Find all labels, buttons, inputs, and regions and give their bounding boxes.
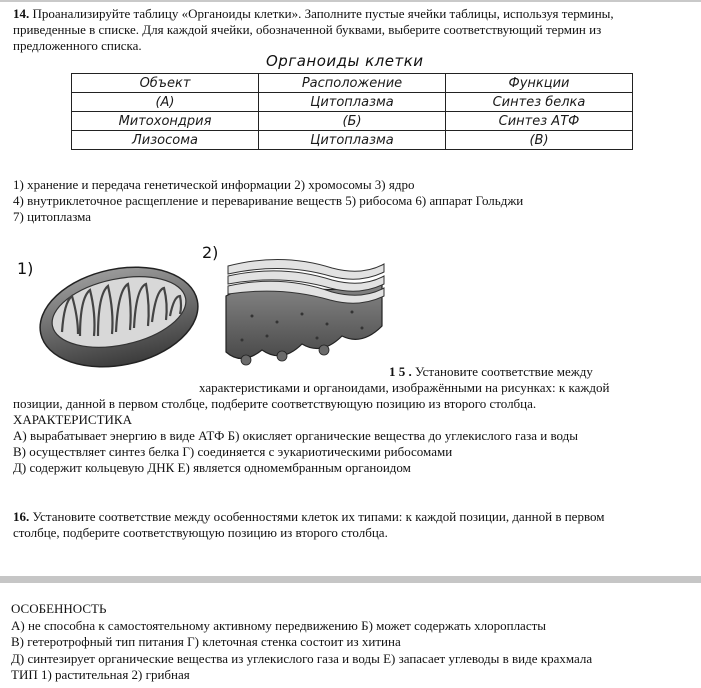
q14-line-2: приведенные в списке. Для каждой ячейки, обозначенной буквами, выберите соответствующий термин из xyxy=(13,22,602,37)
q15-item-c: Д) содержит кольцевую ДНК Е) является одномембранным органоидом xyxy=(13,460,411,475)
q15-line-3: позиции, данной в первом столбце, подберите соответствующую позицию из второго столбца. xyxy=(13,396,537,411)
header-function: Функции xyxy=(446,74,633,93)
figure-1-label: 1) xyxy=(17,259,34,278)
section-divider xyxy=(0,576,701,583)
q14-line-1 xyxy=(13,6,614,22)
q16-number: 16. xyxy=(13,509,30,524)
q15-number: 1 5 . xyxy=(389,364,412,379)
q16-line-1 xyxy=(13,509,604,525)
organoids-table xyxy=(71,73,633,150)
q14-number: 14. xyxy=(13,6,30,21)
figure-2-label: 2) xyxy=(202,243,219,262)
table-cell: Митохондрия xyxy=(72,112,259,131)
mitochondrion-illustration xyxy=(34,262,204,372)
table-row xyxy=(72,112,633,131)
table-cell: (Б) xyxy=(259,112,446,131)
q16-item-d: ТИП 1) растительная 2) грибная xyxy=(11,667,190,682)
table-cell: Цитоплазма xyxy=(259,131,446,150)
table-cell: Синтез белка xyxy=(446,93,633,112)
q15-line-2: характеристиками и органоидами, изображёнными на рисунках: к каждой xyxy=(199,380,610,395)
top-border xyxy=(0,0,701,2)
options-line-1: 1) хранение и передача генетической информации 2) хромосомы 3) ядро xyxy=(13,177,415,192)
q14-line-3: предложенного списка. xyxy=(13,38,142,53)
table-cell: Лизосома xyxy=(72,131,259,150)
table-cell: (В) xyxy=(446,131,633,150)
q16-item-a: А) не способна к самостоятельному активному передвижению Б) может содержать хлоропласты xyxy=(11,618,547,633)
q15-item-b: В) осуществляет синтез белка Г) соединяется с эукариотическими рибосомами xyxy=(13,444,453,459)
table-cell: Синтез АТФ xyxy=(446,112,633,131)
q14-text: Проанализируйте таблицу «Органоиды клетки». Заполните пустые ячейки таблицы, используя термины, xyxy=(29,6,614,21)
header-location: Расположение xyxy=(259,74,446,93)
q16-item-c: Д) синтезирует органические вещества из углекислого газа и воды Е) запасает углеводы в виде крахмала xyxy=(11,651,593,666)
options-line-3: 7) цитоплазма xyxy=(13,209,92,224)
q15-text: Установите соответствие между xyxy=(411,364,593,379)
q16-text: Установите соответствие между особенностями клеток их типами: к каждой позиции, данной в первом xyxy=(29,509,605,524)
table-row xyxy=(72,131,633,150)
q16-label: ОСОБЕННОСТЬ xyxy=(11,601,107,616)
table-cell: (А) xyxy=(72,93,259,112)
golgi-illustration xyxy=(222,256,387,368)
table-header-row xyxy=(72,74,633,93)
q15-label: ХАРАКТЕРИСТИКА xyxy=(13,412,132,427)
header-object: Объект xyxy=(72,74,259,93)
table-title: Органоиды клетки xyxy=(266,52,424,70)
q16-item-b: В) гетеротрофный тип питания Г) клеточная стенка состоит из хитина xyxy=(11,634,401,649)
q15-line-1 xyxy=(389,364,593,380)
q16-line-2: столбце, подберите соответствующую позицию из второго столбца. xyxy=(13,525,388,540)
q15-item-a: А) вырабатывает энергию в виде АТФ Б) окисляет органические вещества до углекислого газа и воды xyxy=(13,428,579,443)
table-cell: Цитоплазма xyxy=(259,93,446,112)
options-line-2: 4) внутриклеточное расщепление и переваривание веществ 5) рибосома 6) аппарат Гольджи xyxy=(13,193,524,208)
table-row xyxy=(72,93,633,112)
